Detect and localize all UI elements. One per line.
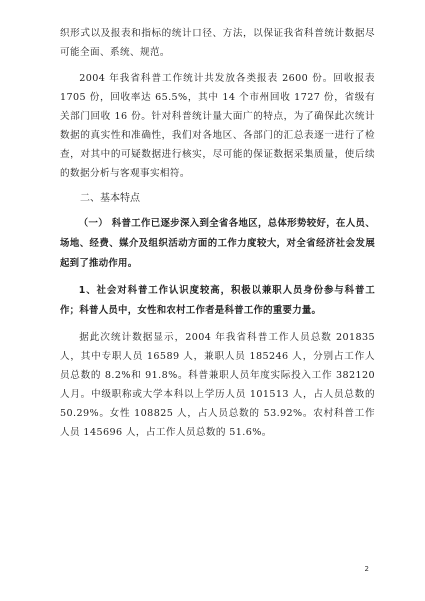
page-content <box>60 24 375 449</box>
paragraph-report-collection: 2004 年我省科普工作统计共发放各类报表 2600 份。回收报表 1705 份，回收率达 65.5%，其中 14 个市州回收 1727 份，省级有关部门回收 16 份。针对科普统计量大面广的特点，为了确保此次统计数据的真实性和准确性，我们对各地区、各部门的汇总表逐一进行了检查，对其中的可疑数据进行核实，尽可能的保证数据采集质量，使后续的数据分析与客观事实相符。 <box>60 73 375 179</box>
bold-paragraph-awareness: 1、社会对科普工作认识度较高，积极以兼职人员身份参与科普工作；科普人员中，女性和农村工作者是科普工作的重要力量。 <box>60 285 375 316</box>
page-number: 2 <box>364 565 369 573</box>
paragraph-intro-continuation: 织形式以及报表和指标的统计口径、方法，以保证我省科普统计数据尽可能全面、系统、规范。 <box>60 28 375 58</box>
paragraph-statistics: 据此次统计数据显示，2004 年我省科普工作人员总数 201835 人，其中专职人员 16589 人，兼职人员 185246 人，分别占工作人员总数的 8.2%和 91.8%。科普兼职人员年度实际投入工作 382120 人月。中级职称或大学本科以上学历人员 101513 人，占人员总数的 50.29%。女性 108825 人，占人员总数的 53.92%。农村科普工作人员 145696 人，占工作人员总数的 51.6%。 <box>60 332 375 438</box>
section-heading: 二、基本特点 <box>80 193 140 204</box>
bold-paragraph-overview: （一） 科普工作已逐步深入到全省各地区，总体形势较好，在人员、场地、经费、媒介及组织活动方面的工作力度较大，对全省经济社会发展起到了推动作用。 <box>60 218 375 269</box>
